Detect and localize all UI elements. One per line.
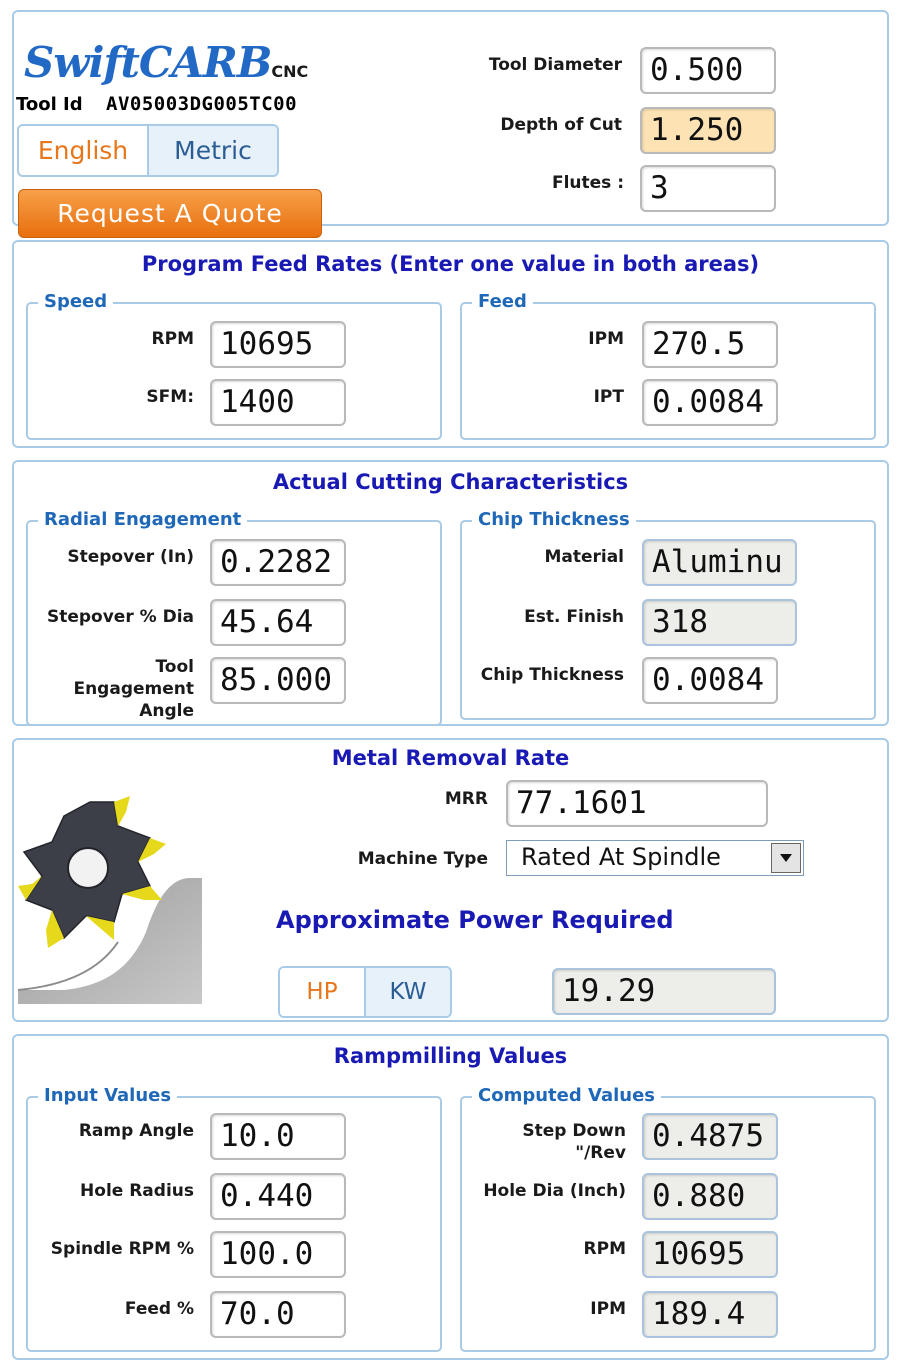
tool-id-value: AV05003DG005TC00 xyxy=(106,93,298,115)
mrr-label: MRR xyxy=(444,789,488,809)
power-title: Approximate Power Required xyxy=(276,906,674,934)
engagement-label-line-2: Engagement xyxy=(73,679,194,699)
spindle-rpm-pct-input[interactable]: 100.0 xyxy=(210,1231,346,1278)
chip-thickness-input[interactable]: 0.0084 xyxy=(642,657,778,704)
step-down-label-line-2: "/Rev xyxy=(575,1143,626,1163)
hole-radius-label: Hole Radius xyxy=(80,1181,194,1201)
sfm-input[interactable]: 1400 xyxy=(210,379,346,426)
rpm-label: RPM xyxy=(151,329,194,349)
material-field: Aluminu xyxy=(642,539,797,586)
est-finish-field: 318 xyxy=(642,599,797,646)
engagement-label-line-3: Angle xyxy=(139,701,194,721)
rpm-input[interactable]: 10695 xyxy=(210,321,346,368)
logo-main: SwiftCARB xyxy=(24,38,272,87)
engagement-angle-label xyxy=(32,656,194,722)
step-down-label-line-1: Step Down xyxy=(522,1121,626,1141)
machine-type-select[interactable] xyxy=(506,840,804,876)
chevron-down-icon[interactable] xyxy=(771,843,801,873)
power-field: 19.29 xyxy=(552,968,776,1015)
tool-diameter-input[interactable]: 0.500 xyxy=(640,47,776,94)
est-finish-label: Est. Finish xyxy=(524,607,624,627)
engagement-label-line-1: Tool xyxy=(155,657,194,677)
stepover-in-label: Stepover (In) xyxy=(67,547,194,567)
feed-pct-label: Feed % xyxy=(124,1299,194,1319)
tool-diameter-label: Tool Diameter xyxy=(488,55,622,75)
cutting-panel xyxy=(12,460,889,726)
machine-type-label: Machine Type xyxy=(357,849,488,869)
speed-group xyxy=(26,291,442,440)
ramp-ipm-label: IPM xyxy=(590,1299,626,1319)
kw-unit-button[interactable]: KW xyxy=(364,968,450,1016)
speed-legend: Speed xyxy=(38,291,113,313)
ipm-label: IPM xyxy=(588,329,624,349)
hole-radius-input[interactable]: 0.440 xyxy=(210,1173,346,1220)
feed-pct-input[interactable]: 70.0 xyxy=(210,1291,346,1338)
feed-legend: Feed xyxy=(472,291,533,313)
hole-dia-label: Hole Dia (Inch) xyxy=(483,1181,626,1201)
tool-setup-panel xyxy=(12,10,889,226)
ramp-angle-label: Ramp Angle xyxy=(78,1121,194,1141)
feed-group xyxy=(460,291,876,440)
step-down-field: 0.4875 xyxy=(642,1113,778,1160)
spindle-rpm-pct-label: Spindle RPM % xyxy=(50,1239,194,1259)
logo-sub: CNC xyxy=(271,62,309,81)
logo xyxy=(24,38,309,87)
stepover-pct-input[interactable]: 45.64 xyxy=(210,599,346,646)
sfm-label: SFM: xyxy=(146,387,194,407)
mrr-title: Metal Removal Rate xyxy=(331,746,570,770)
hole-dia-field: 0.880 xyxy=(642,1173,778,1220)
ipm-input[interactable]: 270.5 xyxy=(642,321,778,368)
stepover-in-input[interactable]: 0.2282 xyxy=(210,539,346,586)
input-values-legend: Input Values xyxy=(38,1085,177,1107)
cutter-icon xyxy=(18,782,202,1004)
unit-toggle xyxy=(17,124,279,177)
chip-thickness-group xyxy=(460,509,876,720)
depth-of-cut-label: Depth of Cut xyxy=(500,115,622,135)
ramp-rpm-label: RPM xyxy=(583,1239,626,1259)
feed-rates-title: Program Feed Rates (Enter one value in both areas) xyxy=(141,252,760,276)
mrr-panel xyxy=(12,738,889,1022)
cutting-title: Actual Cutting Characteristics xyxy=(272,470,629,494)
stepover-pct-label: Stepover % Dia xyxy=(46,607,194,627)
mrr-field: 77.1601 xyxy=(506,780,768,827)
ipt-label: IPT xyxy=(593,387,624,407)
hp-unit-button[interactable]: HP xyxy=(280,968,364,1016)
power-unit-toggle xyxy=(278,966,452,1018)
flutes-input[interactable]: 3 xyxy=(640,165,776,212)
input-values-group xyxy=(26,1085,442,1352)
ramp-rpm-field: 10695 xyxy=(642,1231,778,1278)
ipt-input[interactable]: 0.0084 xyxy=(642,379,778,426)
english-unit-button[interactable]: English xyxy=(19,126,147,175)
machine-type-value: Rated At Spindle xyxy=(521,843,721,871)
ramp-ipm-field: 189.4 xyxy=(642,1291,778,1338)
radial-engagement-group xyxy=(26,509,442,726)
radial-engagement-legend: Radial Engagement xyxy=(38,509,247,531)
chip-thickness-legend: Chip Thickness xyxy=(472,509,636,531)
depth-of-cut-input[interactable]: 1.250 xyxy=(640,107,776,154)
ramp-angle-input[interactable]: 10.0 xyxy=(210,1113,346,1160)
cutter-illustration xyxy=(18,782,202,1004)
computed-values-legend: Computed Values xyxy=(472,1085,661,1107)
material-label: Material xyxy=(544,547,624,567)
metric-unit-button[interactable]: Metric xyxy=(147,126,277,175)
request-quote-button[interactable]: Request A Quote xyxy=(18,189,322,238)
computed-values-group xyxy=(460,1085,876,1352)
chip-thickness-label: Chip Thickness xyxy=(480,665,624,685)
flutes-label: Flutes : xyxy=(551,173,624,193)
feed-rates-panel xyxy=(12,240,889,448)
rampmilling-title: Rampmilling Values xyxy=(333,1044,568,1068)
engagement-angle-input[interactable]: 85.000 xyxy=(210,657,346,704)
step-down-label xyxy=(472,1120,626,1164)
tool-id-label: Tool Id xyxy=(16,94,83,115)
rampmilling-panel xyxy=(12,1034,889,1360)
